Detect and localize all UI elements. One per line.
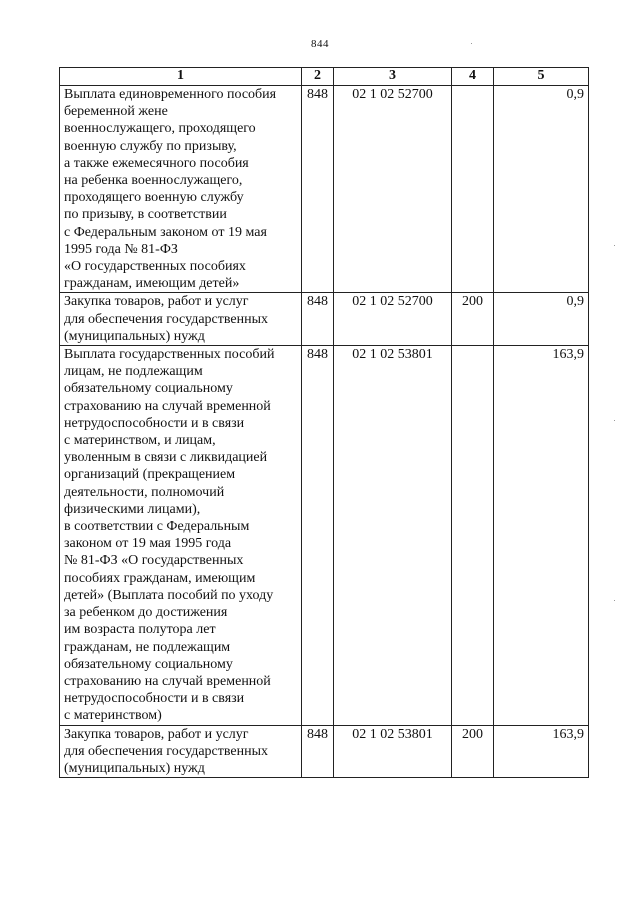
row-admin-code-cell: 848 xyxy=(302,86,334,293)
row-name-cell: Закупка товаров, работ и услуг для обеспечения государственных (муниципальных) нужд xyxy=(60,725,302,778)
table-row xyxy=(60,293,589,346)
row-target-code-cell: 02 1 02 53801 xyxy=(334,725,452,778)
row-amount-cell: 163,9 xyxy=(494,346,589,725)
row-target-code-cell: 02 1 02 52700 xyxy=(334,86,452,293)
row-admin-code-cell: 848 xyxy=(302,346,334,725)
row-target-code-cell: 02 1 02 52700 xyxy=(334,293,452,346)
row-name-cell: Выплата государственных пособий лицам, не подлежащим обязательному социальному страхованию на случай временной нетрудоспособности и в связи с материнством, и лицам, уволенным в связи с ликвидацией организаций (прекращением деятельности, полномочий физическими лицами), в соответствии с Федеральным законом от 19 мая 1995 года № 81-ФЗ «О государственных пособиях гражданам, имеющим детей» (Выплата пособий по уходу за ребенком до достижения им возраста полутора лет гражданам, не подлежащим обязательному социальному страхованию на случай временной нетрудоспособности и в связи с материнством) xyxy=(60,346,302,725)
row-expense-type-cell xyxy=(452,86,494,293)
row-amount-cell: 163,9 xyxy=(494,725,589,778)
row-amount-cell: 0,9 xyxy=(494,86,589,293)
table-header-row xyxy=(60,68,589,86)
budget-table xyxy=(59,67,589,778)
page-number: 844 xyxy=(311,38,329,50)
header-cell-5: 5 xyxy=(494,68,589,86)
table-row xyxy=(60,346,589,725)
row-name-cell: Закупка товаров, работ и услуг для обеспечения государственных (муниципальных) нужд xyxy=(60,293,302,346)
row-admin-code-cell: 848 xyxy=(302,725,334,778)
row-expense-type-cell xyxy=(452,346,494,725)
row-name-cell: Выплата единовременного пособия беременной жене военнослужащего, проходящего военную службу по призыву, а также ежемесячного пособия на ребенка военнослужащего, проходящего военную службу по призыву, в соответствии с Федеральным законом от 19 мая 1995 года № 81-ФЗ «О государственных пособиях гражданам, имеющим детей» xyxy=(60,86,302,293)
row-expense-type-cell: 200 xyxy=(452,725,494,778)
table-row xyxy=(60,725,589,778)
scan-speck xyxy=(471,43,472,44)
scan-speck xyxy=(614,245,615,246)
header-cell-1: 1 xyxy=(60,68,302,86)
header-cell-4: 4 xyxy=(452,68,494,86)
header-cell-3: 3 xyxy=(334,68,452,86)
scan-speck xyxy=(614,600,615,601)
scan-speck xyxy=(614,420,615,421)
row-admin-code-cell: 848 xyxy=(302,293,334,346)
row-amount-cell: 0,9 xyxy=(494,293,589,346)
table-row xyxy=(60,86,589,293)
header-cell-2: 2 xyxy=(302,68,334,86)
row-expense-type-cell: 200 xyxy=(452,293,494,346)
row-target-code-cell: 02 1 02 53801 xyxy=(334,346,452,725)
